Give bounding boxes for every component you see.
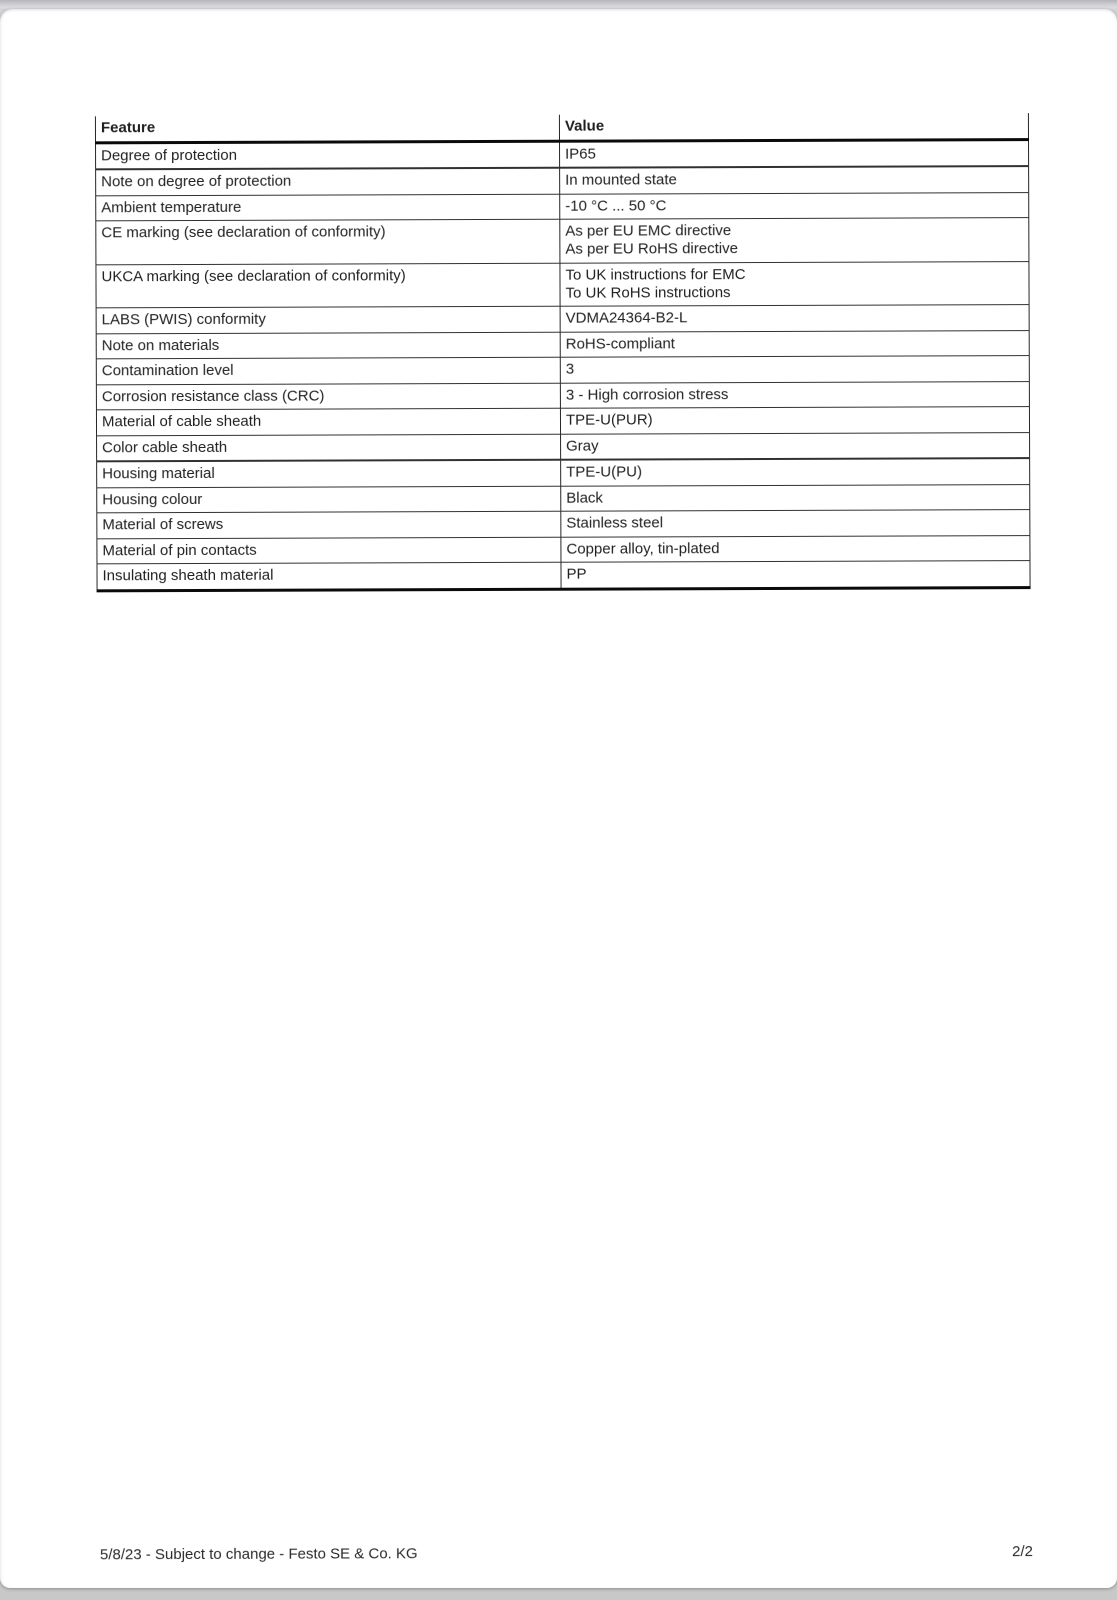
feature-cell: Degree of protection [96,141,560,170]
value-line: 3 - High corrosion stress [565,385,729,404]
value-line: TPE-U(PU) [566,463,643,481]
value-cell [560,166,1029,194]
table-row [96,381,1029,410]
table-row [96,166,1029,195]
table-row [96,330,1029,359]
feature-cell: CE marking (see declaration of conformity) [96,219,560,264]
value-cell [560,330,1029,357]
table-row [97,535,1030,564]
value-line: As per EU RoHS directive [565,240,738,258]
value-line: RoHS-compliant [565,334,675,353]
value-line: As per EU EMC directive [565,222,732,240]
value-line: IP65 [565,145,596,163]
value-cell [561,561,1030,589]
value-line: Black [566,489,603,507]
value-cell [561,432,1030,460]
page-footer [100,1543,1033,1564]
feature-cell: Corrosion resistance class (CRC) [96,383,560,410]
value-cell [560,305,1029,332]
value-cell [561,458,1030,486]
value-cell [560,356,1029,383]
value-cell [560,192,1029,219]
feature-cell: Insulating sheath material [97,562,561,590]
feature-cell: Contamination level [96,357,560,384]
feature-cell: Material of pin contacts [97,537,561,564]
value-cell [560,139,1029,168]
value-cell [561,510,1030,537]
footer-revision-note: 5/8/23 - Subject to change - Festo SE & Co. KG [99,1545,418,1564]
value-cell [560,261,1029,306]
feature-cell: Housing material [97,460,561,488]
feature-cell: Note on materials [96,332,560,359]
value-cell [560,407,1029,434]
value-cell [560,218,1029,263]
table-row [97,458,1030,487]
spec-table [95,113,1031,592]
page-content [0,7,1117,1590]
table-row [96,407,1029,436]
value-line: 3 [565,360,575,378]
feature-cell: Material of screws [97,511,561,538]
feature-cell: Housing colour [97,486,561,513]
value-line: -10 °C ... 50 °C [565,196,667,215]
value-line: VDMA24364-B2-L [565,309,688,327]
feature-cell: Ambient temperature [96,194,560,221]
table-row [97,561,1030,591]
value-line: TPE-U(PUR) [565,411,653,429]
value-line: In mounted state [565,171,677,189]
value-line: Gray [566,437,599,455]
feature-cell: Color cable sheath [97,434,561,462]
value-cell [560,381,1029,408]
feature-column-header: Feature [95,115,559,143]
value-line: Stainless steel [566,514,664,532]
value-line: To UK RoHS instructions [565,283,731,302]
table-row [96,305,1029,334]
table-body [96,139,1031,590]
value-line: Copper alloy, tin-plated [566,539,720,558]
table-row [97,484,1030,513]
table-row [96,218,1029,265]
feature-cell: Material of cable sheath [96,408,560,435]
feature-cell: LABS (PWIS) conformity [96,306,560,333]
table-row [96,192,1029,221]
value-line: To UK instructions for EMC [565,265,746,284]
feature-cell: UKCA marking (see declaration of conformity) [96,263,560,308]
value-column-header: Value [559,113,1028,141]
value-line: PP [566,565,587,583]
table-row [96,356,1029,385]
table-row [97,510,1030,539]
footer-page-number: 2/2 [1012,1543,1033,1561]
document-page [0,9,1117,1588]
value-cell [561,484,1030,511]
table-header-row [95,113,1028,142]
table-row [96,261,1029,308]
table-row [97,432,1030,461]
feature-cell: Note on degree of protection [96,168,560,196]
value-cell [561,535,1030,562]
table-row [96,139,1029,169]
